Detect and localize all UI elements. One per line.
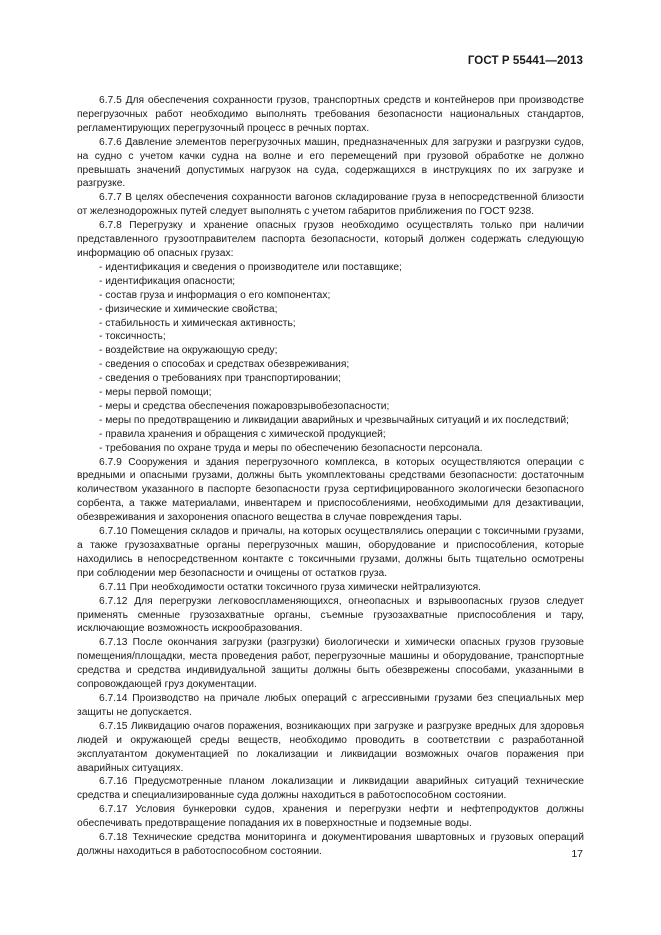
- clause-6-7-13: 6.7.13 После окончания загрузки (разгрузки) биологически и химически опасных грузов грузовые помещения/площадки, места проведения работ, перегрузочные машины и оборудование, транспортные средства и средства индивидуальной защиты должны быть обезврежены способами, указанными в сопровождающей груз документации.: [77, 637, 584, 691]
- list-item: - сведения о требованиях при транспортировании;: [99, 373, 341, 385]
- page-number: 17: [571, 848, 583, 860]
- list-item: - идентификация опасности;: [99, 275, 236, 287]
- list-item: - сведения о способах и средствах обезвреживания;: [99, 359, 350, 371]
- clause-6-7-6: 6.7.6 Давление элементов перегрузочных машин, предназначенных для загрузки и разгрузки судов, на судно с учетом качки судна на волне и его перемещений при грузовой обработке не должно превышать значений допустимых нагрузок на суда, содержащихся в инструкциях по их загрузке и разгрузке.: [77, 136, 584, 190]
- list-item: - меры по предотвращению и ликвидации аварийных и чрезвычайных ситуаций и их последствий;: [99, 414, 569, 426]
- list-item: - меры первой помощи;: [99, 387, 212, 399]
- list-item: - воздействие на окружающую среду;: [99, 345, 278, 357]
- list-item: - состав груза и информация о его компонентах;: [99, 289, 331, 301]
- list-item: - идентификация и сведения о производителе или поставщике;: [99, 261, 402, 273]
- clause-6-7-12: 6.7.12 Для перегрузки легковоспламеняющихся, огнеопасных и взрывоопасных грузов следует применять сменные грузозахватные органы, съемные грузозахватные приспособления и тару, исключающие возможность искрообразования.: [77, 595, 584, 635]
- document-body: [77, 94, 584, 859]
- clause-6-7-14: 6.7.14 Производство на причале любых операций с агрессивными грузами без специальных мер защиты не допускается.: [77, 692, 584, 718]
- list-item: - меры и средства обеспечения пожаровзрывобезопасности;: [99, 400, 390, 412]
- clause-6-7-5: 6.7.5 Для обеспечения сохранности грузов, транспортных средств и контейнеров при производстве перегрузочных работ необходимо выполнять требования безопасности национальных стандартов, регламентирующих перегрузочный процесс в речных портах.: [77, 95, 584, 134]
- list-item: - правила хранения и обращения с химической продукцией;: [99, 428, 386, 440]
- list-item: - требования по охране труда и меры по обеспечению безопасности персонала.: [99, 442, 483, 454]
- clause-6-7-7: 6.7.7 В целях обеспечения сохранности вагонов складирование груза в непосредственной близости от железнодорожных путей следует выполнять с учетом габаритов приближения по ГОСТ 9238.: [77, 192, 584, 218]
- list-item: - токсичность;: [99, 331, 166, 343]
- clause-6-7-16: 6.7.16 Предусмотренные планом локализации и ликвидации аварийных ситуаций технические средства и специализированные суда должны находиться в работоспособном состоянии.: [77, 776, 584, 802]
- clause-6-7-9: 6.7.9 Сооружения и здания перегрузочного комплекса, в которых осуществляются операции с вредными и опасными грузами, должны быть укомплектованы средствами безопасности: достаточным количеством указанного в паспорте безопасности груза сертифицированного экологически безопасного сорбента, а также материалами, инвентарем и приспособлениями, необходимыми для дезактивации, обезвреживания и захоронения опасного вещества в случае повреждения тары.: [77, 456, 584, 524]
- list-item: - стабильность и химическая активность;: [99, 317, 296, 329]
- clause-6-7-17: 6.7.17 Условия бункеровки судов, хранения и перегрузки нефти и нефтепродуктов должны обеспечивать предотвращение попадания их в поверхностные и подземные воды.: [77, 804, 584, 830]
- list-item: - физические и химические свойства;: [99, 303, 278, 315]
- standard-designation: ГОСТ Р 55441—2013: [467, 55, 583, 67]
- clause-6-7-15: 6.7.15 Ликвидацию очагов поражения, возникающих при загрузке и разгрузке вредных для здоровья людей и окружающей среды веществ, необходимо проводить в соответствии с разработанной эксплуатантом документацией по локализации и ликвидации возможных очагов поражения при аварийных ситуациях.: [77, 720, 584, 774]
- clause-6-7-18: 6.7.18 Технические средства мониторинга и документирования швартовных и грузовых операций должны находиться в работоспособном состоянии.: [77, 832, 584, 857]
- clause-6-7-10: 6.7.10 Помещения складов и причалы, на которых осуществлялись операции с токсичными грузами, а также грузозахватные органы перегрузочных машин, оборудование и приспособления, которые находились в непосредственном контакте с токсичными грузами, должны быть тщательно осмотрены при соблюдении мер безопасности и очищены от остатков груза.: [77, 526, 584, 579]
- clause-6-7-8: 6.7.8 Перегрузку и хранение опасных грузов необходимо осуществлять только при наличии представленного грузоотправителем паспорта безопасности, который должен содержать следующую информацию об опасных грузах:: [77, 220, 584, 259]
- clause-6-7-11: 6.7.11 При необходимости остатки токсичного груза химически нейтрализуются.: [99, 581, 481, 593]
